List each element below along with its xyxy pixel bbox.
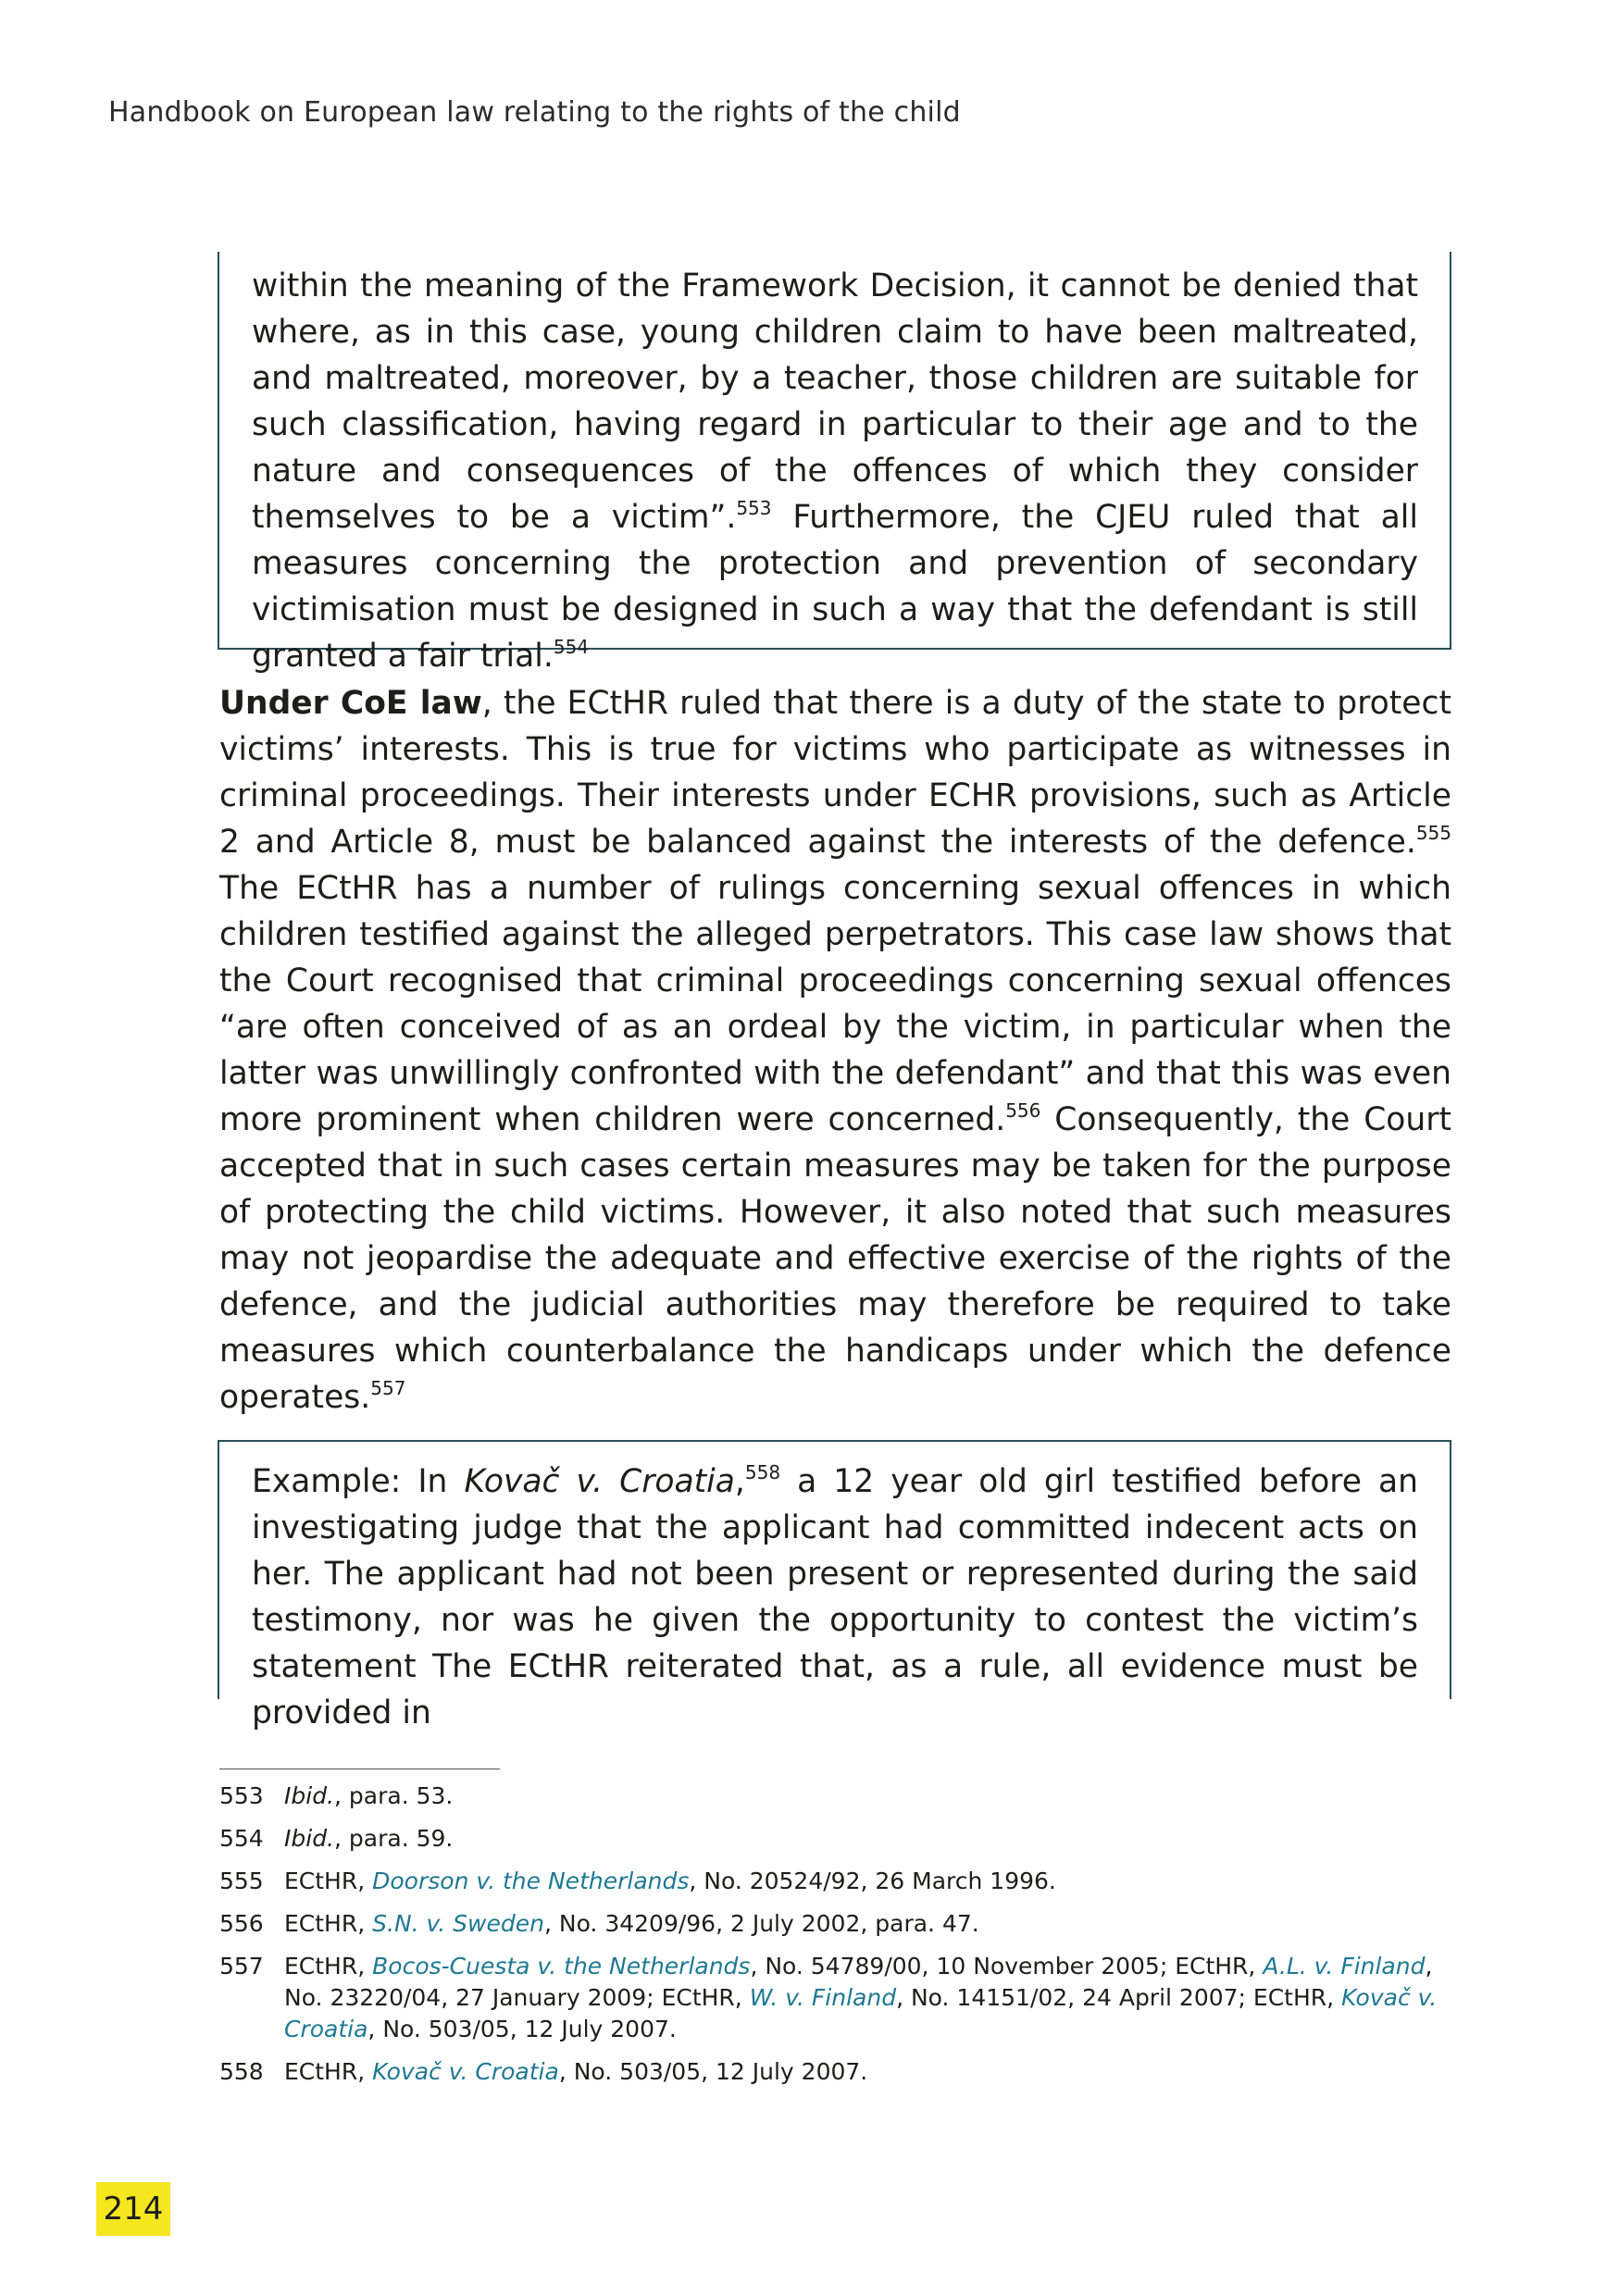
footnote-ref-558[interactable]: 558 <box>744 1461 781 1483</box>
case-link[interactable]: Doorson v. the Netherlands <box>372 1868 690 1894</box>
footnote-556 <box>219 1908 1451 1940</box>
paragraph-text-2: The ECtHR has a number of rulings concerning sexual offences in which children testified against the alleged perpetrators. This case law shows that the Court recognised that criminal proceedings concerning sexual offences “are often conceived of as an ordeal by the victim, in particular when the latter was unwillingly confronted with the defendant” and that this was even more prominent when children were concerned. <box>219 870 1451 1138</box>
footnote-number: 555 <box>219 1868 264 1894</box>
example-case-name: Kovač v. Croatia <box>464 1463 735 1500</box>
footnote-554 <box>219 1823 1451 1855</box>
footnote-court: ECtHR, <box>284 2058 373 2085</box>
footnote-number: 558 <box>219 2058 264 2085</box>
body-paragraph <box>219 680 1451 1421</box>
footnote-text <box>284 2056 1451 2088</box>
footnote-rest: , No. 23220/04, 27 January 2009; ECtHR, <box>284 1953 1433 2011</box>
footnote-ibid: Ibid. <box>284 1825 335 1852</box>
example-text <box>252 1458 1418 1736</box>
footnote-rest: , para. 53. <box>334 1782 454 1809</box>
example-body: a 12 year old girl testified before an investigating judge that the applicant had committed indecent acts on her. The applicant had not been present or represented during the said testimony, nor was he given the opportunity to contest the victim’s statement The ECtHR reiterated that, as a rule, all evidence must be provided in <box>252 1463 1418 1731</box>
footnote-557 <box>219 1951 1451 2045</box>
quote-box-top-text <box>252 263 1418 679</box>
footnote-rest: , No. 14151/02, 24 April 2007; ECtHR, <box>896 1984 1342 2011</box>
footnote-rest: , No. 20524/92, 26 March 1996. <box>689 1868 1056 1894</box>
case-link[interactable]: Kovač v. Croatia <box>372 2058 559 2085</box>
footnote-court: ECtHR, <box>284 1910 373 1937</box>
example-box <box>218 1440 1451 1731</box>
case-link[interactable]: S.N. v. Sweden <box>372 1910 544 1937</box>
footnote-rest: , No. 503/05, 12 July 2007. <box>558 2058 868 2085</box>
paragraph-lead: Under CoE law <box>219 685 482 722</box>
footnote-ref-556[interactable]: 556 <box>1005 1099 1041 1122</box>
footnote-ref-555[interactable]: 555 <box>1415 822 1451 844</box>
footnote-rest: , No. 503/05, 12 July 2007. <box>367 2016 677 2042</box>
case-link[interactable]: W. v. Finland <box>749 1984 897 2011</box>
paragraph-text-1: , the ECtHR ruled that there is a duty of the state to protect victims’ interests. This is true for victims who participate as witnesses in criminal proceedings. Their interests under ECHR provisions, such as Article 2 and Article 8, must be balanced against the interests of the defence. <box>219 685 1451 861</box>
footnote-text <box>284 1866 1451 1897</box>
paragraph-text-3: Consequently, the Court accepted that in such cases certain measures may be taken for the purpose of protecting the child victims. However, it also noted that such measures may not jeopardise the adequate and effective exercise of the rights of the defence, and the judicial authorities may therefore be required to take measures which counterbalance the handicaps under which the defence operates. <box>219 1101 1451 1416</box>
example-prefix: Example: In <box>252 1463 465 1500</box>
footnote-text <box>284 1908 1451 1940</box>
footnote-ref-553[interactable]: 553 <box>736 497 772 519</box>
case-link[interactable]: Kovač v. Croatia <box>284 1984 1438 2042</box>
quote-text-part-1: within the meaning of the Framework Decision, it cannot be denied that where, as in this case, young children claim to have been maltreated, and maltreated, moreover, by a teacher, those children are suitable for such classification, having regard in particular to their age and to the nature and consequences of the offences of which they consider themselves to be a victim”. <box>252 267 1418 536</box>
footnote-text <box>284 1823 1451 1855</box>
footnote-rest: , No. 34209/96, 2 July 2002, para. 47. <box>543 1910 979 1937</box>
footnote-rest: , para. 59. <box>334 1825 454 1852</box>
footnote-text <box>284 1951 1451 2045</box>
footnote-rest: , No. 54789/00, 10 November 2005; ECtHR, <box>750 1953 1264 1980</box>
footnote-ref-557[interactable]: 557 <box>370 1377 406 1399</box>
footnote-text <box>284 1781 1451 1812</box>
example-comma: , <box>734 1463 745 1500</box>
footnote-court: ECtHR, <box>284 1868 373 1894</box>
running-header: Handbook on European law relating to the rights of the child <box>108 96 961 129</box>
footnote-number: 556 <box>219 1910 264 1937</box>
footnote-ibid: Ibid. <box>284 1782 335 1809</box>
footnote-558 <box>219 2056 1451 2088</box>
footnote-number: 553 <box>219 1782 264 1809</box>
footnote-court: ECtHR, <box>284 1953 373 1980</box>
case-link[interactable]: Bocos-Cuesta v. the Netherlands <box>372 1953 751 1980</box>
quote-text-part-2: Furthermore, the CJEU ruled that all measures concerning the protection and prevention of secondary victimisation must be designed in such a way that the defendant is still granted a fair trial. <box>252 499 1418 675</box>
case-link[interactable]: A.L. v. Finland <box>1263 1953 1426 1980</box>
footnote-553 <box>219 1781 1451 1812</box>
page-number: 214 <box>96 2182 170 2236</box>
footnote-ref-554[interactable]: 554 <box>553 636 590 658</box>
footnote-number: 554 <box>219 1825 264 1852</box>
quote-box-top <box>218 252 1451 675</box>
footnotes <box>219 1781 1451 2099</box>
footnote-number: 557 <box>219 1953 264 1980</box>
footnote-555 <box>219 1866 1451 1897</box>
